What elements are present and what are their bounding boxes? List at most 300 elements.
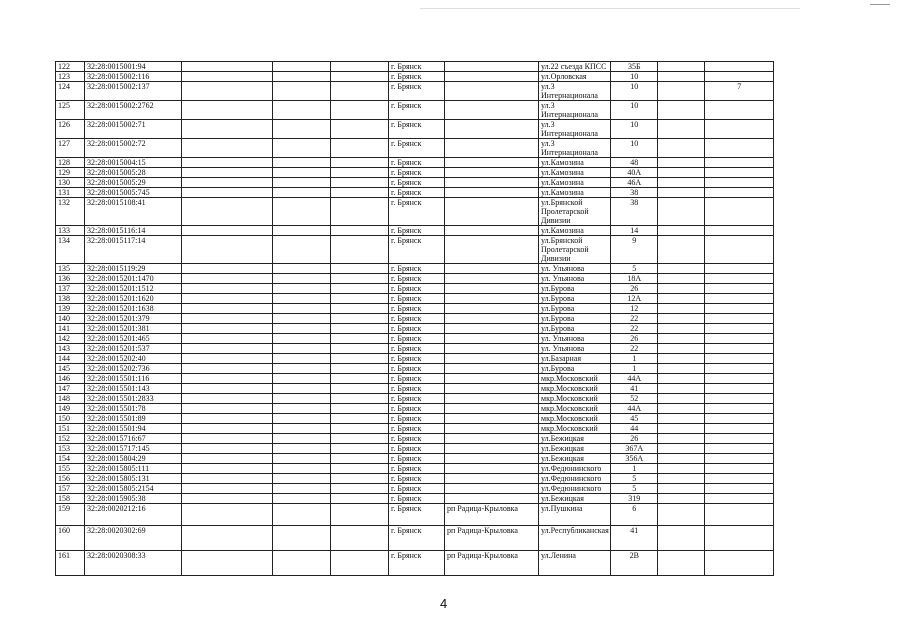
empty-cell [273, 374, 331, 384]
extra-cell [704, 274, 773, 284]
street-cell: ул.Ленина [539, 551, 611, 576]
empty-cell [331, 474, 389, 484]
extra-cell [704, 178, 773, 188]
cadastral-number-cell: 32:28:0015716:67 [85, 434, 182, 444]
cadastral-number-cell: 32:28:0015201:537 [85, 344, 182, 354]
street-cell: ул.Камозина [539, 168, 611, 178]
city-cell: г. Брянск [389, 62, 445, 72]
extra-cell [704, 434, 773, 444]
city-cell: г. Брянск [389, 264, 445, 274]
table-row [56, 236, 774, 264]
empty-cell [657, 314, 704, 324]
empty-cell [182, 464, 273, 474]
extra-cell [704, 314, 773, 324]
settlement-cell [445, 364, 539, 374]
city-cell: г. Брянск [389, 526, 445, 551]
empty-cell [182, 139, 273, 158]
empty-cell [657, 444, 704, 454]
house-number-cell: 26 [610, 284, 657, 294]
empty-cell [182, 62, 273, 72]
city-cell: г. Брянск [389, 364, 445, 374]
city-cell: г. Брянск [389, 188, 445, 198]
house-number-cell: 14 [610, 226, 657, 236]
empty-cell [182, 158, 273, 168]
cadastral-number-cell: 32:28:0015501:116 [85, 374, 182, 384]
row-number-cell: 133 [56, 226, 85, 236]
cadastral-number-cell: 32:28:0015717:145 [85, 444, 182, 454]
extra-cell [704, 62, 773, 72]
street-cell: ул. Ульянова [539, 334, 611, 344]
city-cell: г. Брянск [389, 304, 445, 314]
house-number-cell: 1 [610, 364, 657, 374]
street-cell: ул.3 Интернационала [539, 101, 611, 120]
city-cell: г. Брянск [389, 82, 445, 101]
empty-cell [182, 364, 273, 374]
city-cell: г. Брянск [389, 504, 445, 526]
extra-cell [704, 101, 773, 120]
empty-cell [657, 464, 704, 474]
empty-cell [182, 384, 273, 394]
settlement-cell [445, 484, 539, 494]
empty-cell [273, 444, 331, 454]
settlement-cell [445, 334, 539, 344]
empty-cell [273, 454, 331, 464]
settlement-cell [445, 374, 539, 384]
table-row [56, 168, 774, 178]
empty-cell [657, 226, 704, 236]
empty-cell [331, 444, 389, 454]
cadastral-number-cell: 32:28:0015501:143 [85, 384, 182, 394]
empty-cell [273, 178, 331, 188]
cadastral-number-cell: 32:28:0015201:381 [85, 324, 182, 334]
empty-cell [182, 274, 273, 284]
row-number-cell: 155 [56, 464, 85, 474]
settlement-cell [445, 82, 539, 101]
empty-cell [182, 178, 273, 188]
settlement-cell [445, 294, 539, 304]
empty-cell [182, 444, 273, 454]
street-cell: ул.Брянской Пролетарской Дивизии [539, 236, 611, 264]
empty-cell [331, 139, 389, 158]
cadastral-number-cell: 32:28:0015201:379 [85, 314, 182, 324]
empty-cell [657, 236, 704, 264]
extra-cell [704, 364, 773, 374]
settlement-cell [445, 139, 539, 158]
street-cell: ул.3 Интернационала [539, 120, 611, 139]
empty-cell [182, 314, 273, 324]
empty-cell [331, 414, 389, 424]
cadastral-number-cell: 32:28:0015201:1620 [85, 294, 182, 304]
table-row [56, 82, 774, 101]
house-number-cell: 319 [610, 494, 657, 504]
table-row [56, 274, 774, 284]
cadastral-number-cell: 32:28:0015116:14 [85, 226, 182, 236]
extra-cell [704, 526, 773, 551]
cadastral-number-cell: 32:28:0015501:78 [85, 404, 182, 414]
empty-cell [657, 139, 704, 158]
cadastral-number-cell: 32:28:0015501:94 [85, 424, 182, 434]
empty-cell [331, 494, 389, 504]
settlement-cell [445, 168, 539, 178]
settlement-cell [445, 274, 539, 284]
empty-cell [331, 82, 389, 101]
table-row [56, 264, 774, 274]
street-cell: ул.22 съезда КПСС [539, 62, 611, 72]
empty-cell [657, 188, 704, 198]
house-number-cell: 52 [610, 394, 657, 404]
table-row [56, 484, 774, 494]
row-number-cell: 160 [56, 526, 85, 551]
empty-cell [273, 394, 331, 404]
empty-cell [273, 344, 331, 354]
settlement-cell [445, 414, 539, 424]
street-cell: ул.Камозина [539, 158, 611, 168]
row-number-cell: 139 [56, 304, 85, 314]
empty-cell [273, 120, 331, 139]
cadastral-number-cell: 32:28:0015202:40 [85, 354, 182, 364]
empty-cell [182, 484, 273, 494]
empty-cell [657, 526, 704, 551]
extra-cell [704, 394, 773, 404]
empty-cell [273, 314, 331, 324]
house-number-cell: 5 [610, 474, 657, 484]
empty-cell [273, 139, 331, 158]
settlement-cell [445, 264, 539, 274]
row-number-cell: 142 [56, 334, 85, 344]
empty-cell [331, 178, 389, 188]
extra-cell [704, 404, 773, 414]
empty-cell [331, 344, 389, 354]
row-number-cell: 123 [56, 72, 85, 82]
empty-cell [331, 101, 389, 120]
house-number-cell: 41 [610, 526, 657, 551]
cadastral-number-cell: 32:28:0015201:1638 [85, 304, 182, 314]
extra-cell [704, 284, 773, 294]
empty-cell [273, 274, 331, 284]
house-number-cell: 12А [610, 294, 657, 304]
property-table [55, 61, 774, 576]
empty-cell [657, 494, 704, 504]
city-cell: г. Брянск [389, 464, 445, 474]
house-number-cell: 10 [610, 120, 657, 139]
empty-cell [331, 484, 389, 494]
empty-cell [273, 484, 331, 494]
street-cell: ул.Бурова [539, 294, 611, 304]
empty-cell [657, 454, 704, 464]
street-cell: ул.Базарная [539, 354, 611, 364]
empty-cell [182, 551, 273, 576]
row-number-cell: 128 [56, 158, 85, 168]
table-row [56, 434, 774, 444]
table-row [56, 62, 774, 72]
empty-cell [182, 226, 273, 236]
empty-cell [657, 384, 704, 394]
street-cell: ул.Бежицкая [539, 454, 611, 464]
house-number-cell: 22 [610, 314, 657, 324]
empty-cell [331, 120, 389, 139]
table-row [56, 198, 774, 226]
city-cell: г. Брянск [389, 198, 445, 226]
empty-cell [182, 526, 273, 551]
empty-cell [273, 334, 331, 344]
street-cell: ул.Камозина [539, 226, 611, 236]
empty-cell [331, 274, 389, 284]
street-cell: ул.Бежицкая [539, 434, 611, 444]
row-number-cell: 147 [56, 384, 85, 394]
house-number-cell: 44А [610, 374, 657, 384]
extra-cell [704, 294, 773, 304]
empty-cell [657, 394, 704, 404]
extra-cell [704, 494, 773, 504]
city-cell: г. Брянск [389, 334, 445, 344]
empty-cell [273, 304, 331, 314]
table-row [56, 334, 774, 344]
settlement-cell [445, 314, 539, 324]
empty-cell [273, 158, 331, 168]
row-number-cell: 159 [56, 504, 85, 526]
city-cell: г. Брянск [389, 101, 445, 120]
street-cell: мкр.Московский [539, 384, 611, 394]
cadastral-number-cell: 32:28:0015002:72 [85, 139, 182, 158]
cadastral-number-cell: 32:28:0020302:69 [85, 526, 182, 551]
empty-cell [657, 168, 704, 178]
table-row [56, 178, 774, 188]
empty-cell [657, 120, 704, 139]
empty-cell [331, 404, 389, 414]
empty-cell [273, 324, 331, 334]
settlement-cell [445, 158, 539, 168]
house-number-cell: 22 [610, 344, 657, 354]
table-row [56, 424, 774, 434]
empty-cell [182, 354, 273, 364]
empty-cell [331, 354, 389, 364]
house-number-cell: 18А [610, 274, 657, 284]
row-number-cell: 137 [56, 284, 85, 294]
house-number-cell: 44А [610, 404, 657, 414]
extra-cell [704, 198, 773, 226]
empty-cell [273, 464, 331, 474]
empty-cell [182, 494, 273, 504]
cadastral-number-cell: 32:28:0015005:29 [85, 178, 182, 188]
street-cell: мкр.Московский [539, 394, 611, 404]
empty-cell [273, 82, 331, 101]
empty-cell [657, 178, 704, 188]
street-cell: ул.3 Интернационала [539, 139, 611, 158]
empty-cell [182, 304, 273, 314]
empty-cell [657, 264, 704, 274]
settlement-cell [445, 62, 539, 72]
empty-cell [182, 101, 273, 120]
settlement-cell [445, 284, 539, 294]
empty-cell [331, 168, 389, 178]
empty-cell [331, 551, 389, 576]
house-number-cell: 6 [610, 504, 657, 526]
empty-cell [273, 526, 331, 551]
empty-cell [657, 551, 704, 576]
empty-cell [331, 314, 389, 324]
cadastral-number-cell: 32:28:0015005:28 [85, 168, 182, 178]
empty-cell [182, 82, 273, 101]
city-cell: г. Брянск [389, 434, 445, 444]
settlement-cell [445, 394, 539, 404]
scan-artifact [420, 8, 800, 9]
house-number-cell: 5 [610, 264, 657, 274]
city-cell: г. Брянск [389, 424, 445, 434]
row-number-cell: 136 [56, 274, 85, 284]
extra-cell [704, 120, 773, 139]
extra-cell [704, 454, 773, 464]
house-number-cell: 22 [610, 324, 657, 334]
city-cell: г. Брянск [389, 139, 445, 158]
house-number-cell: 356А [610, 454, 657, 464]
city-cell: г. Брянск [389, 394, 445, 404]
table-row [56, 526, 774, 551]
row-number-cell: 157 [56, 484, 85, 494]
cadastral-number-cell: 32:28:0020308:33 [85, 551, 182, 576]
settlement-cell [445, 178, 539, 188]
page-number: 4 [440, 596, 448, 611]
table-row [56, 364, 774, 374]
table-row [56, 226, 774, 236]
empty-cell [657, 158, 704, 168]
row-number-cell: 146 [56, 374, 85, 384]
row-number-cell: 144 [56, 354, 85, 364]
empty-cell [182, 168, 273, 178]
row-number-cell: 125 [56, 101, 85, 120]
house-number-cell: 9 [610, 236, 657, 264]
house-number-cell: 10 [610, 82, 657, 101]
settlement-cell [445, 354, 539, 364]
cadastral-number-cell: 32:28:0015805:111 [85, 464, 182, 474]
empty-cell [331, 284, 389, 294]
city-cell: г. Брянск [389, 454, 445, 464]
settlement-cell [445, 434, 539, 444]
empty-cell [182, 72, 273, 82]
empty-cell [273, 354, 331, 364]
table-row [56, 72, 774, 82]
city-cell: г. Брянск [389, 314, 445, 324]
table-row [56, 444, 774, 454]
house-number-cell: 10 [610, 72, 657, 82]
settlement-cell [445, 324, 539, 334]
empty-cell [331, 526, 389, 551]
row-number-cell: 154 [56, 454, 85, 464]
cadastral-number-cell: 32:28:0015002:71 [85, 120, 182, 139]
empty-cell [331, 504, 389, 526]
street-cell: ул.Федюнинского [539, 464, 611, 474]
empty-cell [273, 551, 331, 576]
settlement-cell [445, 494, 539, 504]
empty-cell [182, 394, 273, 404]
street-cell: мкр.Московский [539, 404, 611, 414]
extra-cell [704, 158, 773, 168]
empty-cell [331, 384, 389, 394]
street-cell: ул.Бурова [539, 324, 611, 334]
empty-cell [657, 424, 704, 434]
cadastral-number-cell: 32:28:0015501:89 [85, 414, 182, 424]
empty-cell [331, 424, 389, 434]
empty-cell [273, 474, 331, 484]
row-number-cell: 126 [56, 120, 85, 139]
house-number-cell: 5 [610, 484, 657, 494]
extra-cell [704, 344, 773, 354]
empty-cell [331, 304, 389, 314]
empty-cell [657, 354, 704, 364]
table-row [56, 454, 774, 464]
settlement-cell [445, 101, 539, 120]
settlement-cell [445, 404, 539, 414]
city-cell: г. Брянск [389, 354, 445, 364]
table-row [56, 354, 774, 364]
settlement-cell [445, 226, 539, 236]
empty-cell [657, 62, 704, 72]
street-cell: ул. Ульянова [539, 264, 611, 274]
extra-cell [704, 72, 773, 82]
empty-cell [182, 198, 273, 226]
house-number-cell: 41 [610, 384, 657, 394]
extra-cell [704, 551, 773, 576]
street-cell: ул.Пушкина [539, 504, 611, 526]
city-cell: г. Брянск [389, 284, 445, 294]
extra-cell [704, 236, 773, 264]
house-number-cell: 10 [610, 139, 657, 158]
row-number-cell: 161 [56, 551, 85, 576]
row-number-cell: 143 [56, 344, 85, 354]
cadastral-number-cell: 32:28:0015804:29 [85, 454, 182, 464]
empty-cell [273, 364, 331, 374]
empty-cell [182, 454, 273, 464]
empty-cell [182, 264, 273, 274]
cadastral-number-cell: 32:28:0015002:2762 [85, 101, 182, 120]
empty-cell [331, 294, 389, 304]
extra-cell [704, 384, 773, 394]
city-cell: г. Брянск [389, 120, 445, 139]
city-cell: г. Брянск [389, 324, 445, 334]
house-number-cell: 38 [610, 188, 657, 198]
table-row [56, 374, 774, 384]
empty-cell [273, 434, 331, 444]
house-number-cell: 26 [610, 434, 657, 444]
extra-cell [704, 464, 773, 474]
scan-artifact [870, 4, 890, 5]
street-cell: ул.Орловская [539, 72, 611, 82]
table-row [56, 474, 774, 484]
house-number-cell: 367А [610, 444, 657, 454]
extra-cell [704, 264, 773, 274]
empty-cell [657, 198, 704, 226]
empty-cell [182, 414, 273, 424]
cadastral-number-cell: 32:28:0015201:1470 [85, 274, 182, 284]
extra-cell [704, 424, 773, 434]
street-cell: ул.3 Интернационала [539, 82, 611, 101]
row-number-cell: 131 [56, 188, 85, 198]
cadastral-number-cell: 32:28:0015201:1512 [85, 284, 182, 294]
table-row [56, 394, 774, 404]
extra-cell [704, 168, 773, 178]
table-row [56, 344, 774, 354]
extra-cell [704, 188, 773, 198]
city-cell: г. Брянск [389, 178, 445, 188]
empty-cell [182, 334, 273, 344]
table-row [56, 158, 774, 168]
empty-cell [273, 226, 331, 236]
row-number-cell: 156 [56, 474, 85, 484]
house-number-cell: 48 [610, 158, 657, 168]
empty-cell [657, 72, 704, 82]
row-number-cell: 124 [56, 82, 85, 101]
city-cell: г. Брянск [389, 158, 445, 168]
empty-cell [331, 198, 389, 226]
